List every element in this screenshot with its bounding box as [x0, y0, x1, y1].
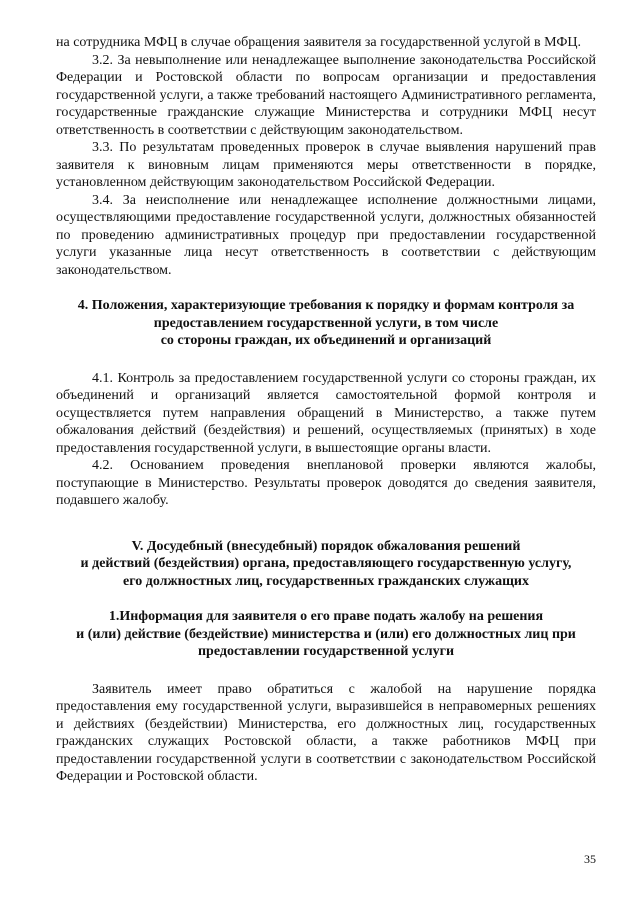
section-5-heading-line: его должностных лиц, государственных гражданских служащих [123, 573, 529, 589]
section-5-heading [56, 538, 596, 591]
paragraph-continuation: на сотрудника МФЦ в случае обращения заявителя за государственной услугой в МФЦ. [56, 35, 582, 50]
section-4-heading-line: со стороны граждан, их объединений и организаций [160, 333, 492, 348]
paragraph-3-2: 3.2. За невыполнение или ненадлежащее выполнение законодательства Российской Федерации и Ростовской области по вопросам организации и предоставления государственной услуги, а также требований настоящего Административного регламента, государственные гражданские служащие Министерства и сотрудники МФЦ несут ответственность в соответствии с действующим законодательством. [56, 52, 596, 138]
paragraph-3-3: 3.3. По результатам проведенных проверок в случае выявления нарушений прав заявителя к виновным лицам применяются меры ответственности в порядке, установленном действующим законодательством Российской Федерации. [56, 140, 596, 190]
paragraph-3-4: 3.4. За неисполнение или ненадлежащее исполнение должностными лицами, осуществляющими предоставление государственной услуги, должностных обязанностей по проведению административных процедур при предоставлении государственной услуги указанные лица несут ответственность в соответствии с действующим законодательством. [56, 192, 596, 278]
subsection-1-heading [56, 608, 596, 661]
section-4-heading [56, 297, 596, 350]
section-4-heading-line: предоставлением государственной услуги, в том числе [153, 315, 499, 331]
paragraph-4-1: 4.1. Контроль за предоставлением государственной услуги со стороны граждан, их объединений и организаций является самостоятельной формой контроля и осуществляется путем направления обращений в Министерство, а также путем обжалования действий (бездействия) и решений, осуществляемых (принятых) в ходе предоставления государственной услуги, в вышестоящие органы власти. [56, 370, 596, 456]
paragraph-4-2: 4.2. Основанием проведения внеплановой проверки являются жалобы, поступающие в Министерство. Результаты проверок доводятся до сведения заявителя, подавшего жалобу. [56, 458, 596, 508]
subsection-1-heading-line: предоставлении государственной услуги [197, 644, 455, 659]
page-number: 35 [584, 852, 596, 866]
section-5-heading-line: и действий (бездействия) органа, предоставляющего государственную услугу, [80, 556, 572, 571]
subsection-1-heading-line: и (или) действие (бездействие) министерства и (или) его должностных лиц при [76, 626, 576, 642]
section-5-heading-line: V. Досудебный (внесудебный) порядок обжалования решений [131, 538, 521, 554]
section-4-heading-line: 4. Положения, характеризующие требования к порядку и формам контроля за [77, 298, 575, 313]
subsection-1-heading-line: 1.Информация для заявителя о его праве подать жалобу на решения [108, 609, 544, 624]
paragraph-complaint-right: Заявитель имеет право обратиться с жалобой на нарушение порядка предоставления ему государственной услуги, выразившейся в неправомерных решениях и действиях (бездействии) Министерства, его должностных лиц, государственных гражданских служащих Ростовской области, а также работников МФЦ при предоставлении государственной услуги в соответствии с законодательством Российской Федерации и Ростовской области. [56, 681, 596, 784]
